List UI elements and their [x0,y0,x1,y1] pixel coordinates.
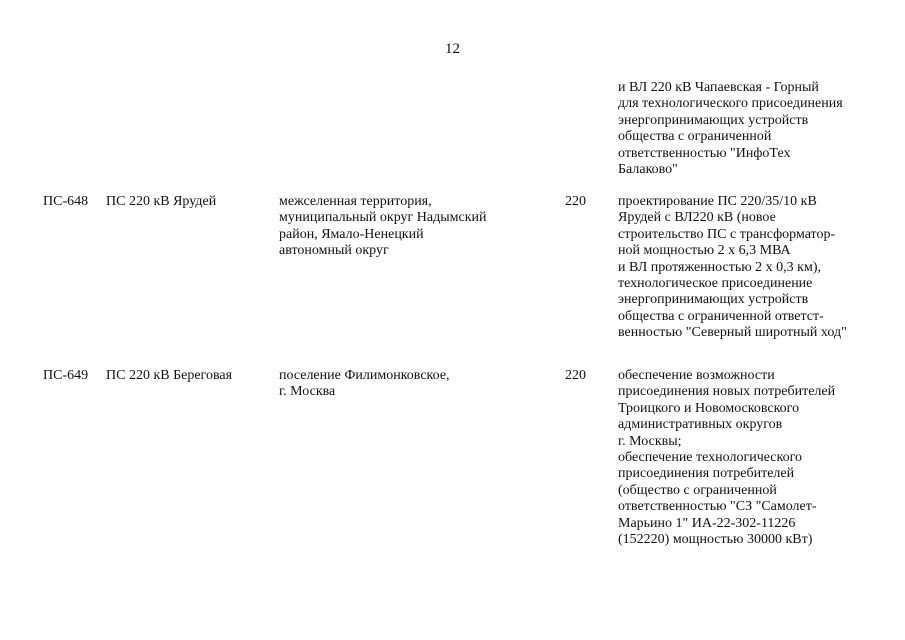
text-line: (общество с ограниченной [618,482,777,498]
text-line: ной мощностью 2 х 6,3 МВА [618,243,791,259]
text-line: проектирование ПС 220/35/10 кВ [618,194,817,209]
text-line: энергопринимающих устройств [618,112,809,128]
text-line: (152220) мощностью 30000 кВт) [618,532,813,548]
text-line: межселенная территория, [279,194,432,209]
text-line: поселение Филимонковское, [279,368,450,383]
substation-location [279,368,450,401]
text-line: присоединения новых потребителей [618,384,836,400]
substation-name: ПС 220 кВ Ярудей [106,194,217,209]
text-line: Троицкого и Новомосковского [618,400,800,416]
text-line: и ВЛ протяженностью 2 х 0,3 км), [618,259,822,275]
page-number: 12 [445,41,460,57]
text-line: венностью "Северный широтный ход" [618,325,847,341]
voltage-class: 220 [565,194,586,209]
text-line: ответственностью "СЗ "Самолет- [618,499,817,515]
continued-purpose-text [618,80,843,178]
text-line: обеспечение технологического [618,450,803,466]
text-line: технологическое присоединение [618,276,813,292]
text-line: присоединения потребителей [618,466,795,482]
text-line: Ярудей с ВЛ220 кВ (новое [618,210,776,226]
text-line: строительство ПС с трансформатор- [618,226,836,242]
substation-location [279,194,487,260]
text-line: г. Москвы; [618,433,682,449]
voltage-class: 220 [565,368,586,383]
substation-purpose [618,194,847,342]
text-line: г. Москва [279,384,336,400]
text-line: энергопринимающих устройств [618,292,809,308]
text-line: ответственностью "ИнфоТех [618,145,791,161]
text-line: Марьино 1" ИА-22-302-11226 [618,515,796,531]
substation-name: ПС 220 кВ Береговая [106,368,233,383]
substation-purpose [618,368,835,548]
text-line: район, Ямало-Ненецкий [279,226,424,242]
text-line: Балаково" [618,162,678,178]
substation-code: ПС-649 [43,368,89,383]
text-line: и ВЛ 220 кВ Чапаевская - Горный [618,80,819,95]
text-line: автономный округ [279,243,389,259]
text-line: для технологического присоединения [618,96,843,112]
text-line: обеспечение возможности [618,368,775,383]
text-line: общества с ограниченной ответст- [618,308,824,324]
text-line: общества с ограниченной [618,129,772,145]
substation-code: ПС-648 [43,194,89,209]
text-line: муниципальный округ Надымский [279,210,487,226]
text-line: административных округов [618,417,783,433]
